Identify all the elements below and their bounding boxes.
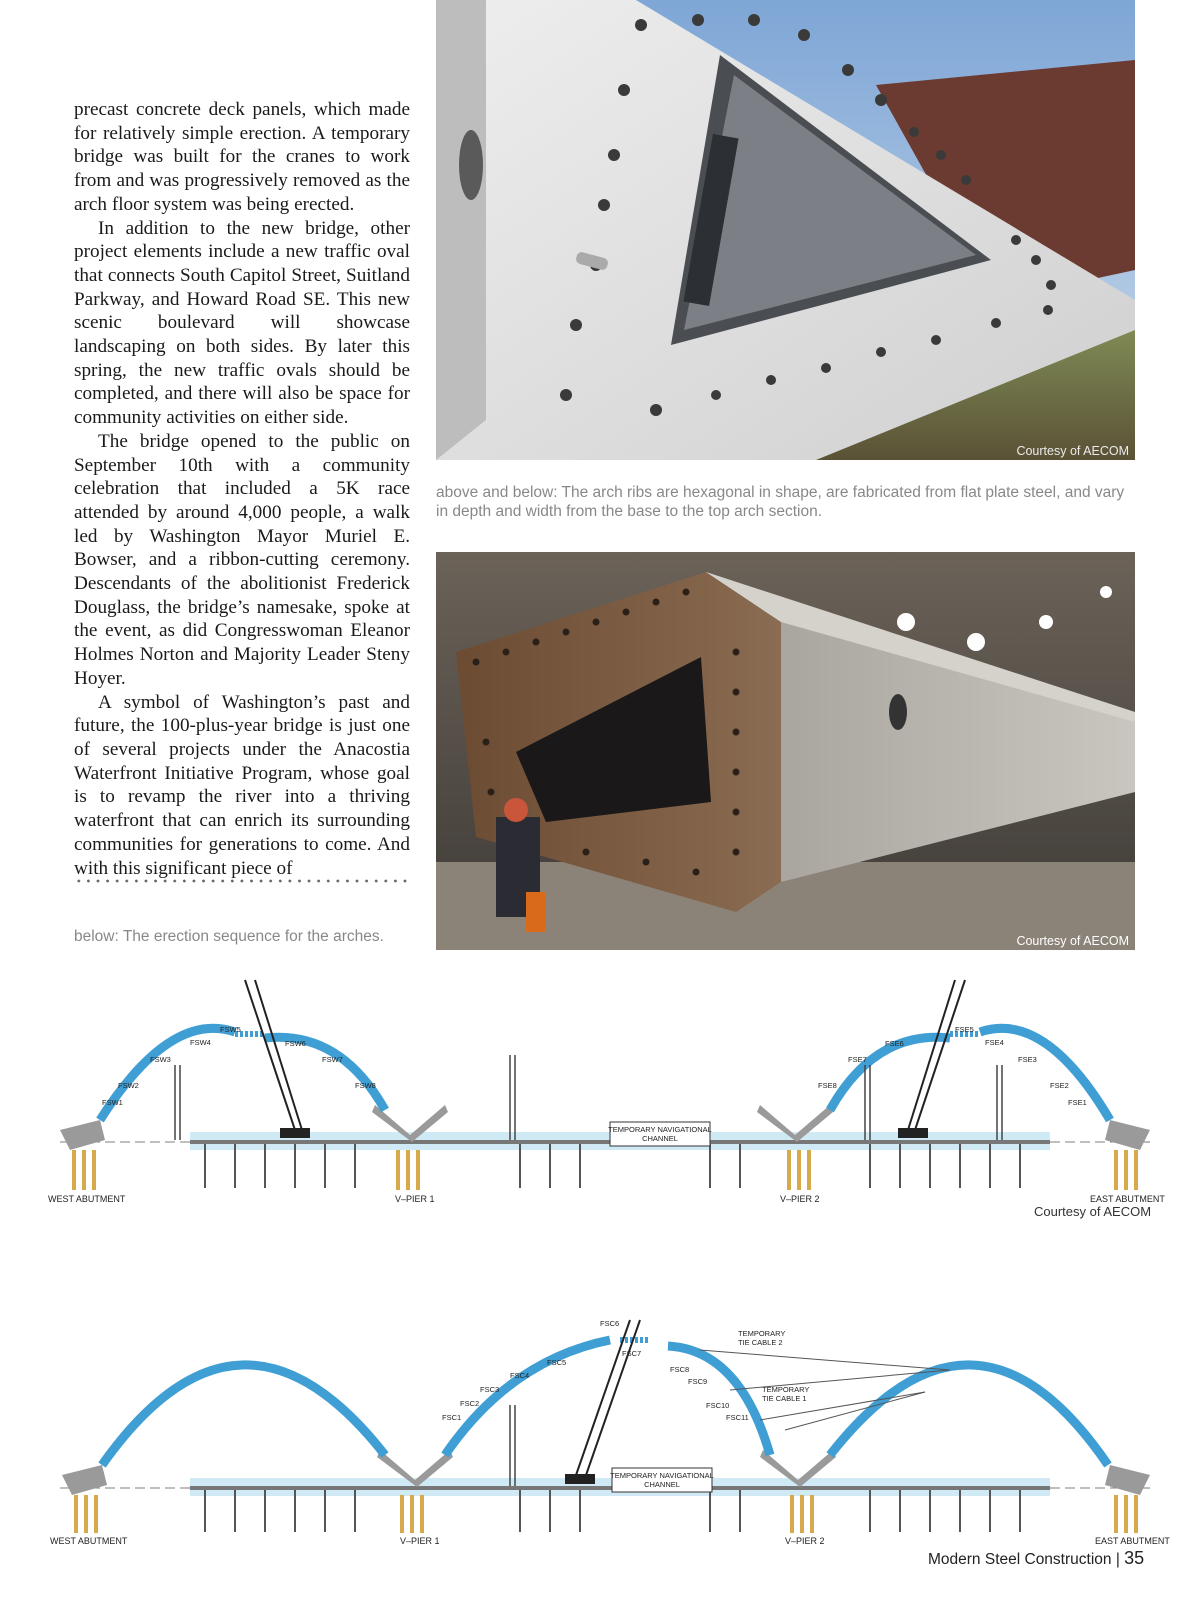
segment-label: FSW1 bbox=[102, 1098, 123, 1107]
publication-name: Modern Steel Construction bbox=[928, 1551, 1112, 1568]
segment-label: FSC11 bbox=[726, 1413, 749, 1422]
segment-label: FSC7 bbox=[622, 1349, 642, 1358]
article-paragraph: A symbol of Washington’s past and future, the 100-plus-year bridge is just one of several projects under the Anacostia Waterfront Initiative Program, whose goal is to revamp the river into a thriving waterfront that can enrich its surrounding communities for generations to come. And with this significant piece of bbox=[74, 691, 410, 879]
erection-diagram-stage-2 bbox=[40, 1310, 1170, 1544]
channel-label: CHANNEL bbox=[644, 1480, 680, 1489]
v-pier-2-label: V–PIER 2 bbox=[785, 1536, 825, 1544]
segment-label: FSC10 bbox=[706, 1401, 730, 1410]
photo-caption: above and below: The arch ribs are hexagonal in shape, are fabricated from flat plate steel, and vary in depth and width from the base to the top arch section. bbox=[436, 484, 1125, 520]
segment-label: FSE4 bbox=[985, 1038, 1004, 1047]
segment-label: FSC9 bbox=[688, 1377, 708, 1386]
segment-label: FSE7 bbox=[848, 1055, 867, 1064]
west-abutment-label: WEST ABUTMENT bbox=[50, 1536, 128, 1544]
tie-cable-label: TIE CABLE 2 bbox=[738, 1338, 783, 1347]
segment-label: FSC2 bbox=[460, 1399, 480, 1408]
tie-cable-label: TIE CABLE 1 bbox=[762, 1394, 807, 1403]
segment-label: FSW6 bbox=[285, 1039, 306, 1048]
page-footer bbox=[928, 1548, 1144, 1569]
v-pier-2-label: V–PIER 2 bbox=[780, 1194, 820, 1202]
channel-label: CHANNEL bbox=[642, 1134, 678, 1143]
segment-label: FSE6 bbox=[885, 1039, 904, 1048]
segment-label: FSC3 bbox=[480, 1385, 500, 1394]
photo-arch-rib-shop bbox=[436, 552, 1135, 950]
page-number: 35 bbox=[1124, 1548, 1145, 1568]
article-paragraph: precast concrete deck panels, which made for relatively simple erection. A temporary bridge was built for the cranes to work from and was progressively removed as the arch floor system was being erected. bbox=[74, 99, 410, 215]
tie-cable-label: TEMPORARY bbox=[738, 1329, 786, 1338]
segment-label: FSC1 bbox=[442, 1413, 462, 1422]
segment-label: FSC4 bbox=[510, 1371, 530, 1380]
segment-label: FSW3 bbox=[150, 1055, 171, 1064]
segment-label: FSE2 bbox=[1050, 1081, 1069, 1090]
footer-separator: | bbox=[1115, 1551, 1120, 1568]
channel-label: TEMPORARY NAVIGATIONAL bbox=[610, 1471, 714, 1480]
photo-credit: Courtesy of AECOM bbox=[1016, 444, 1129, 458]
segment-label: FSC6 bbox=[600, 1319, 620, 1328]
v-pier-1-label: V–PIER 1 bbox=[400, 1536, 440, 1544]
segment-label: FSW5 bbox=[220, 1025, 241, 1034]
channel-label: TEMPORARY NAVIGATIONAL bbox=[608, 1125, 712, 1134]
article-paragraph: In addition to the new bridge, other project elements include a new traffic oval that connects South Capitol Street, Suitland Parkway, and Howard Road SE. This new scenic boulevard will showcase landscaping on both sides. By later this spring, the new traffic ovals should be completed, and there will also be space for community activities on either side. bbox=[74, 217, 410, 429]
segment-label: FSE8 bbox=[818, 1081, 837, 1090]
diagram-caption: below: The erection sequence for the arches. bbox=[74, 928, 384, 945]
segment-label: FSW4 bbox=[190, 1038, 211, 1047]
segment-label: FSE3 bbox=[1018, 1055, 1037, 1064]
segment-label: FSE5 bbox=[955, 1025, 974, 1034]
photo-arch-rib-white bbox=[436, 0, 1135, 460]
dotted-divider bbox=[74, 878, 410, 884]
article-column bbox=[74, 98, 410, 880]
v-pier-1-label: V–PIER 1 bbox=[395, 1194, 435, 1202]
segment-label: FSC8 bbox=[670, 1365, 690, 1374]
east-abutment-label: EAST ABUTMENT bbox=[1095, 1536, 1170, 1544]
segment-label: FSE1 bbox=[1068, 1098, 1087, 1107]
east-abutment-label: EAST ABUTMENT bbox=[1090, 1194, 1165, 1202]
segment-label: FSW8 bbox=[355, 1081, 376, 1090]
erection-diagram-stage-1 bbox=[40, 970, 1170, 1202]
diagram-credit: Courtesy of AECOM bbox=[1034, 1204, 1152, 1219]
west-abutment-label: WEST ABUTMENT bbox=[48, 1194, 126, 1202]
segment-label: FSW7 bbox=[322, 1055, 343, 1064]
tie-cable-label: TEMPORARY bbox=[762, 1385, 810, 1394]
photo-credit: Courtesy of AECOM bbox=[1016, 934, 1129, 948]
segment-label: FSC5 bbox=[547, 1358, 567, 1367]
article-paragraph: The bridge opened to the public on September 10th with a community celebration that included a 5K race attended by around 4,000 people, a walk led by Washington Mayor Muriel E. Bowser, and a ribbon-cutting ceremony. Descendants of the abolitionist Frederick Douglass, the bridge’s namesake, spoke at the event, as did Congresswoman Eleanor Holmes Norton and Majority Leader Steny Hoyer. bbox=[74, 430, 410, 689]
segment-label: FSW2 bbox=[118, 1081, 139, 1090]
